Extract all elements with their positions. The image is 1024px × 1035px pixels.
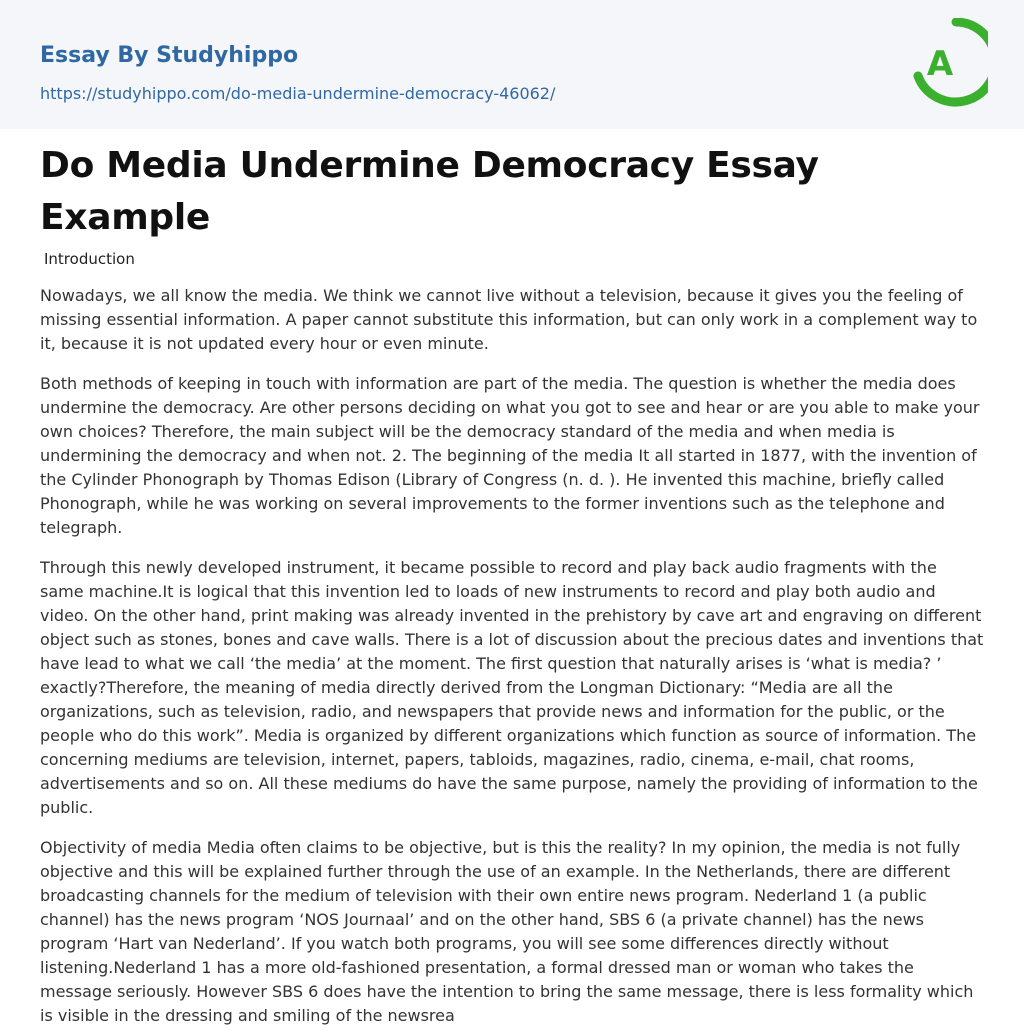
site-title[interactable]: Essay By Studyhippo [40, 43, 299, 68]
paragraph: Nowadays, we all know the media. We think we cannot live without a television, because it gives you the feeling of missing essential information. A paper cannot substitute this information, but can only work in a complement way to it, because it is not updated every hour or even minute. [40, 286, 978, 353]
paragraph: Through this newly developed instrument, it became possible to record and play back audio fragments with the same machine.It is logical that this invention led to loads of new instruments to record and play both audio and video. On the other hand, print making was already invented in the prehistory by cave art and engraving on different object such as stones, bones and cave walls. There is a lot of discussion about the precious dates and inventions that have lead to what we call ‘the media’ at the moment. The first question that naturally arises is ‘what is media? ’ exactly?Therefore, the meaning of media directly derived from the Longman Dictionary: “Media are all the organizations, such as television, radio, and newspapers that provide news and information for the public, or the people who do this work”. Media is organized by different organizations which function as source of information. The concerning mediums are television, internet, papers, tabloids, magazines, radio, cinema, e-mail, chat rooms, advertisements and so on. All these mediums do have the same purpose, namely the providing of information to the public. [40, 558, 984, 817]
paragraph: Objectivity of media Media often claims to be objective, but is this the reality? In my opinion, the media is not fully objective and this will be explained further through the use of an example. In the Netherlands, there are different broadcasting channels for the medium of television with their own entire news program. Nederland 1 (a public channel) has the news program ‘NOS Journaal’ and on the other hand, SBS 6 (a private channel) has the news program ‘Hart van Nederland’. If you watch both programs, you will see some differences directly without listening.Nederland 1 has a more old-fashioned presentation, a formal dressed man or woman who takes the message seriously. However SBS 6 does have the intention to bring the same message, there is less formality which is visible in the dressing and smiling of the newsrea [40, 838, 974, 1025]
paragraph: Both methods of keeping in touch with information are part of the media. The question is whether the media does undermine the democracy. Are other persons deciding on what you got to see and hear or are you able to make your own choices? Therefore, the main subject will be the democracy standard of the media and when media is undermining the democracy and when not. 2. The beginning of the media It all started in 1877, with the invention of the Cylinder Phonograph by Thomas Edison (Library of Congress (n. d. ). He invented this machine, briefly called Phonograph, while he was working on several improvements to the former inventions such as the telephone and telegraph. [40, 374, 980, 537]
studyhippo-logo[interactable] [910, 18, 988, 108]
section-label: Introduction [44, 250, 135, 268]
logo-letter: A [926, 44, 954, 84]
page-title: Do Media Undermine Democracy Essay Example [40, 145, 819, 238]
article [40, 140, 984, 1028]
site-header [0, 0, 1024, 129]
page-url-link[interactable]: https://studyhippo.com/do-media-undermine-democracy-46062/ [40, 84, 556, 103]
logo-ring-icon [910, 18, 988, 108]
